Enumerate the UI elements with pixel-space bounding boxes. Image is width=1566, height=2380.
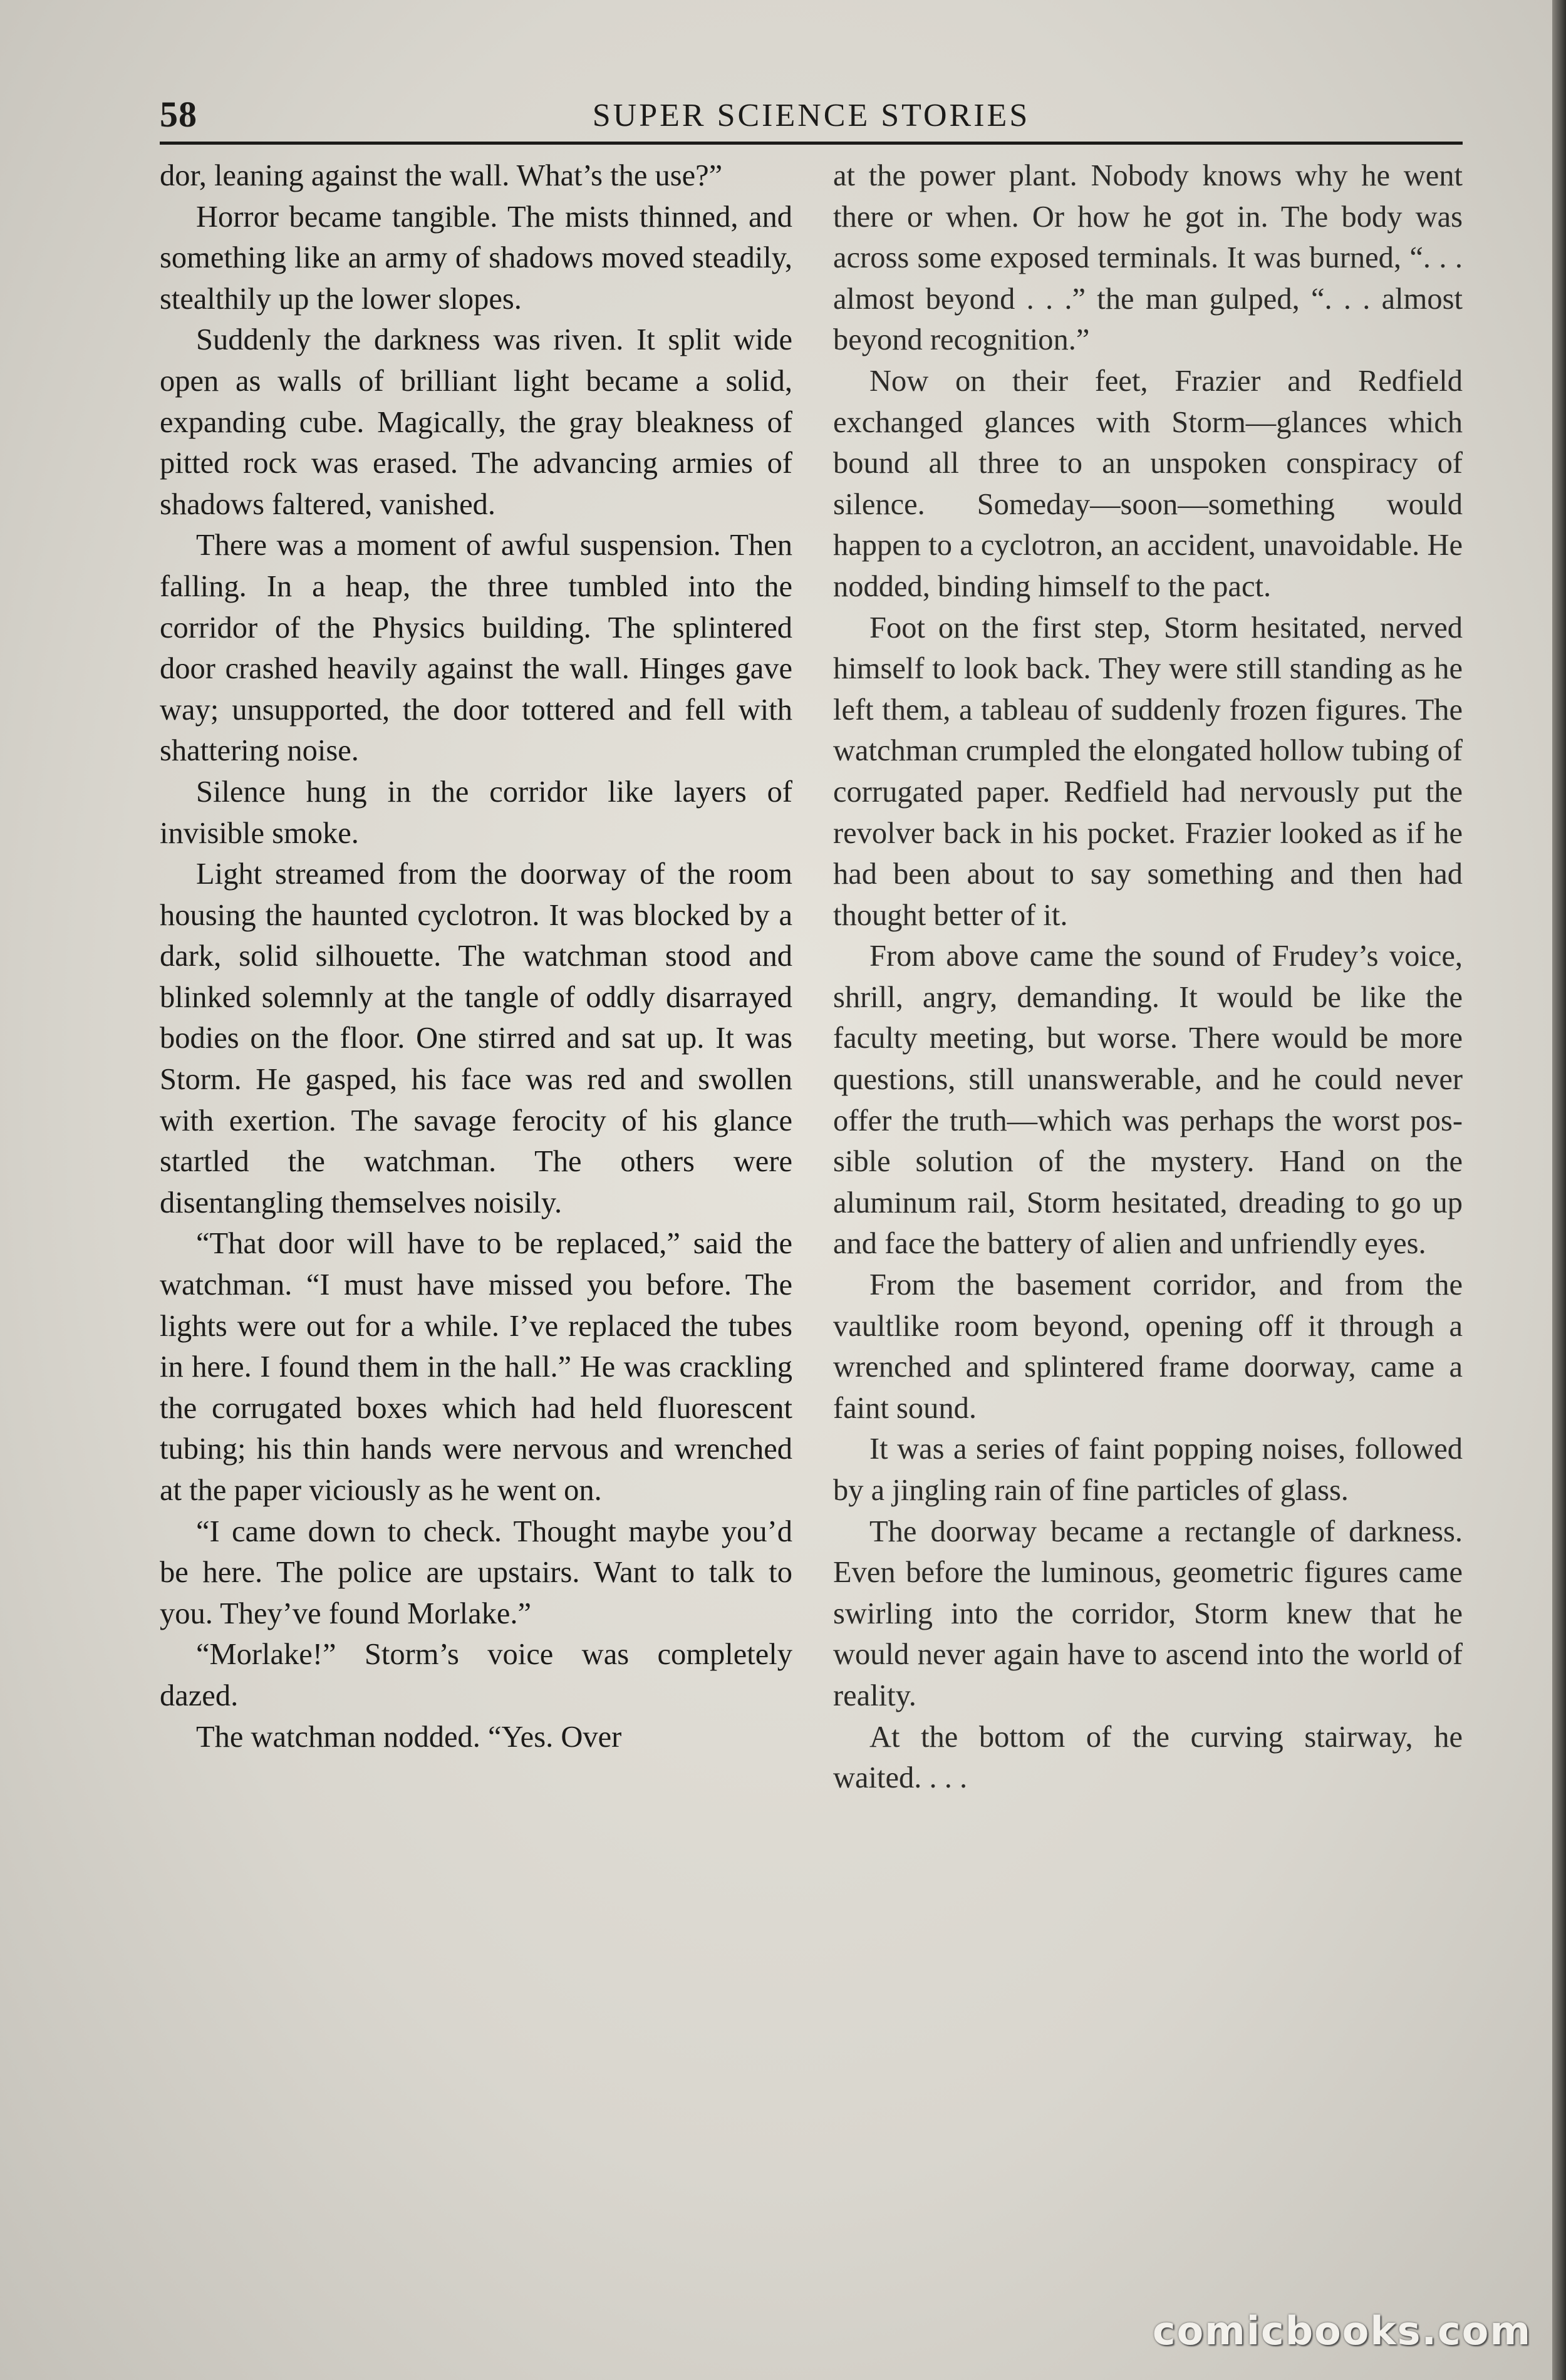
paragraph: Light streamed from the doorway of the room housing the haunted cyclotron. It was blocked by a dark, solid silhouette. The watchman stood and blinked solemnly at the tangle of oddly disarrayed bodies on the floor. One stirred and sat up. It was Storm. He gasped, his face was red and swollen with exertion. The savage ferocity of his glance startled the watchman. The others were disentangling themselves noisily. — [160, 857, 792, 1219]
paragraph: Horror became tangible. The mists thinned, and something like an army of shadows moved steadily, stealthily up the lower slopes. — [160, 200, 792, 316]
paragraph: dor, leaning against the wall. What’s the use?” — [160, 159, 723, 192]
watermark: comicbooks.com — [1152, 2308, 1532, 2354]
paragraph: There was a moment of awful suspension. Then falling. In a heap, the three tumbled into the corridor of the Physics building. The splintered door crashed heavily against the wall. Hinges gave way; unsupported, the door tottered and fell with shattering noise. — [160, 529, 792, 768]
paragraph: “That door will have to be replaced,” said the watchman. “I must have missed you before. The lights were out for a while. I’ve replaced the tubes in here. I found them in the hall.” He was crackling the corrugated boxes which had held fluorescent tubing; his thin hands were nervous and wrenched at the paper viciously as he went on. — [160, 1227, 792, 1507]
paragraph: At the bottom of the curving stairway, he waited. . . . — [833, 1720, 1463, 1795]
paragraph: From the basement corridor, and from the vaultlike room beyond, opening off it through a wrenched and splintered frame doorway, came a faint sound. — [833, 1268, 1463, 1425]
paragraph: The doorway became a rectangle of darkness. Even before the luminous, geometric figures came swirling into the corridor, Storm knew that he would never again have to ascend into the world of reality. — [833, 1514, 1463, 1712]
paragraph: Now on their feet, Frazier and Redfield exchanged glances with Storm—glances which bound all three to an unspoken conspiracy of silence. Someday—soon—something would happen to a cyclotron, an accident, unavoidable. He nodded, binding himself to the pact. — [833, 364, 1463, 603]
header-rule — [160, 142, 1463, 145]
running-title: SUPER SCIENCE STORIES — [592, 98, 1030, 133]
left-column — [160, 155, 792, 1757]
book-spine-shadow — [1552, 0, 1566, 2380]
page-number: 58 — [160, 94, 197, 135]
paragraph: Suddenly the darkness was riven. It split wide open as walls of brilliant light became a solid, expanding cube. Magically, the gray bleakness of pitted rock was erased. The advancing armies of shadows faltered, vanished. — [160, 323, 792, 521]
paragraph: “Morlake!” Storm’s voice was completely dazed. — [160, 1638, 792, 1712]
paragraph: “I came down to check. Thought maybe you’d be here. The police are upstairs. Want to talk to you. They’ve found Morlake.” — [160, 1514, 792, 1630]
paragraph: From above came the sound of Frudey’s voice, shrill, angry, demanding. It would be like the faculty meeting, but worse. There would be more questions, still unanswerable, and he could never offer the truth—which was perhaps the worst possible solution of the mystery. Hand on the aluminum rail, Storm hesitated, dreading to go up and face the battery of alien and unfriendly eyes. — [833, 939, 1463, 1261]
page-header — [160, 91, 1463, 141]
paragraph: Silence hung in the corridor like layers of invisible smoke. — [160, 775, 792, 850]
paragraph: at the power plant. Nobody knows why he went there or when. Or how he got in. The body was across some exposed terminals. It was burned, “. . . almost beyond . . .” the man gulped, “. . . almost beyond recognition.” — [833, 159, 1463, 357]
paragraph: The watchman nodded. “Yes. Over — [196, 1720, 622, 1754]
right-column — [833, 155, 1463, 1799]
paragraph: It was a series of faint popping noises, followed by a jingling rain of fine particles of glass. — [833, 1432, 1463, 1507]
paragraph: Foot on the first step, Storm hesitated, nerved himself to look back. They were still standing as he left them, a tableau of suddenly frozen figures. The watchman crumpled the elongated hollow tubing of corrugated paper. Redfield had nervously put the revolver back in his pocket. Frazier looked as if he had been about to say something and then had thought better of it. — [833, 611, 1463, 932]
